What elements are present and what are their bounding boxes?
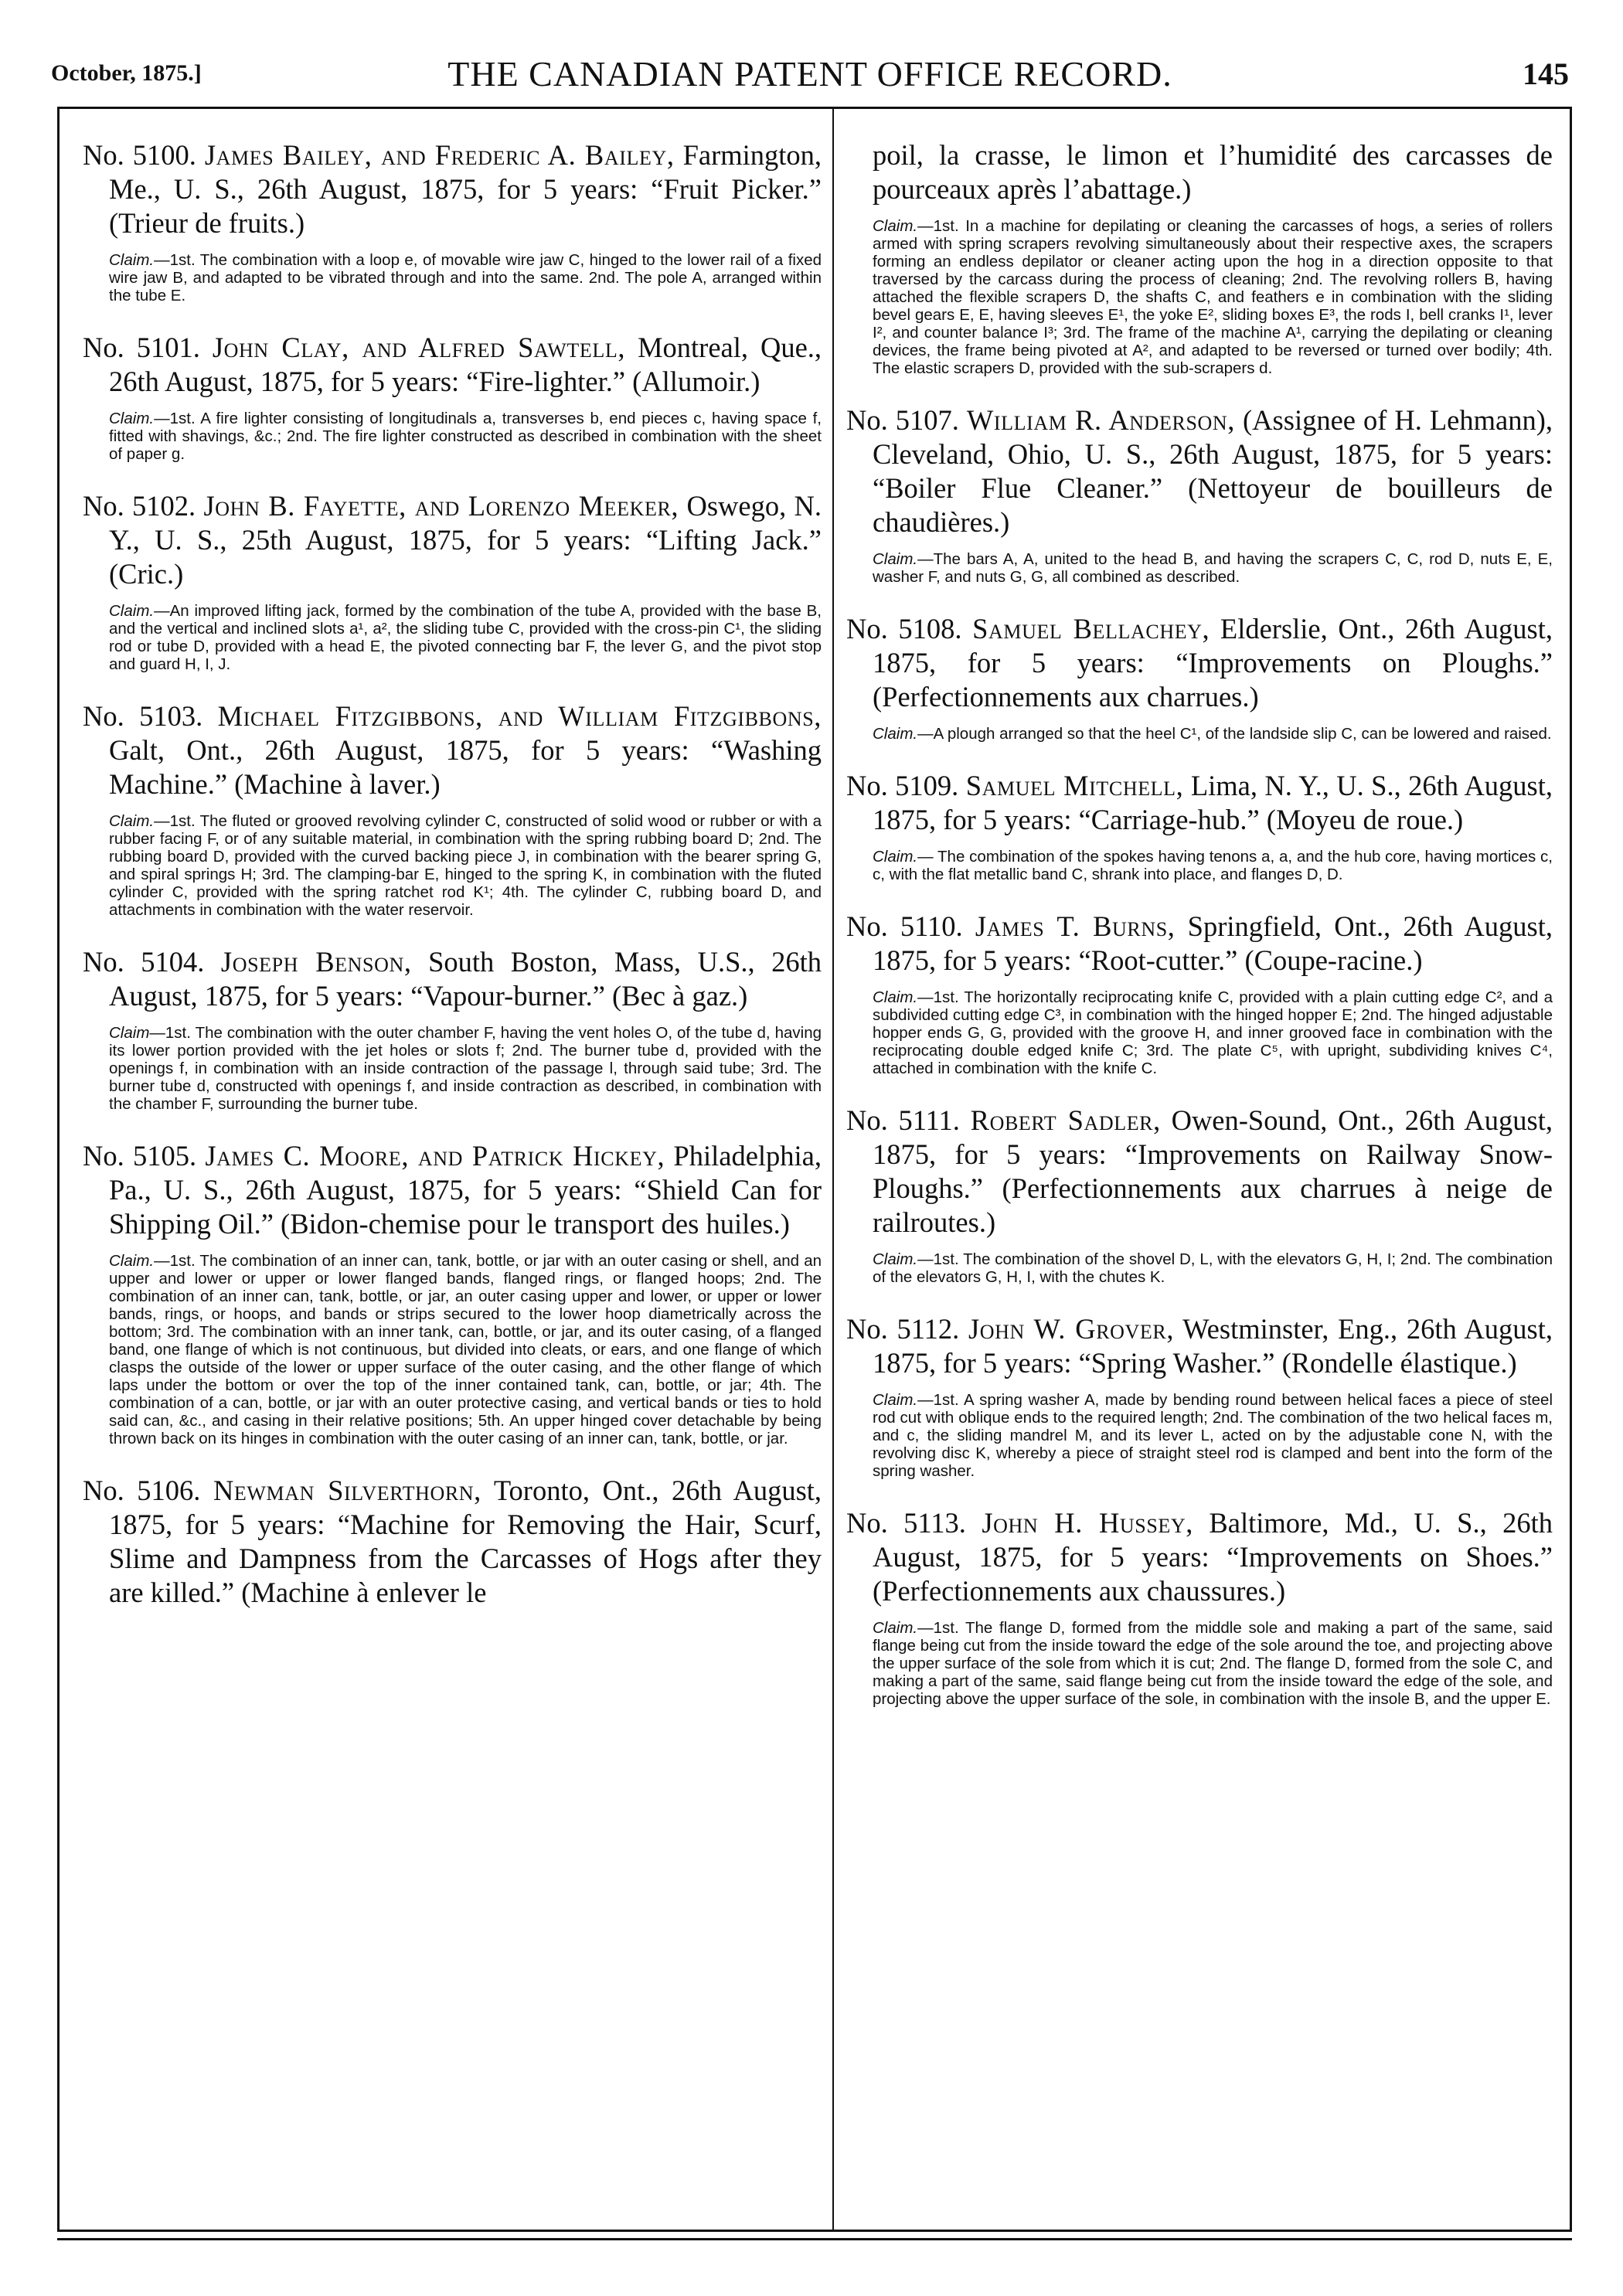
- entry-heading: [846, 138, 1553, 206]
- claim-text: [873, 217, 1553, 377]
- claim-label: Claim.: [109, 410, 155, 427]
- claim-text: [109, 812, 822, 919]
- claim-label: Claim.: [109, 1252, 155, 1270]
- claim-text: [873, 550, 1553, 586]
- entry-heading: [83, 699, 822, 801]
- entry-heading: [83, 1139, 822, 1241]
- patent-details: Westminster, Eng., 26th August, 1875, for 5 years: “Spring Washer.” (Rondelle élastique.): [873, 1313, 1553, 1379]
- claim-body: —1st. The combination with the outer chamber F, having the vent holes O, of the tube d, having its lower portion provided with the jet holes or slots f; 2nd. The burner tube d, provided with the openings f, in combination with an inside contraction of the passage l, through said tube; 3rd. The burner tube d, constructed with openings f, and inside contraction as described, in combination with the chamber F, surrounding the burner tube.: [109, 1024, 822, 1113]
- claim-text: [109, 410, 822, 463]
- patent-number: No. 5104.: [83, 946, 205, 978]
- patentee-names: James Bailey, and Frederic A. Bailey,: [204, 139, 675, 171]
- patent-entry: [846, 1312, 1553, 1480]
- patentee-names: Samuel Mitchell,: [965, 770, 1184, 801]
- patent-entry: [83, 331, 822, 463]
- patent-entry: [83, 945, 822, 1113]
- claim-label: Claim.: [873, 1391, 918, 1409]
- claim-body: —1st. The horizontally reciprocating knife C, provided with a plain cutting edge C², and a subdivided cutting edge C³, in combination with the hinged hopper E; 2nd. The hinged adjustable hopper ends G, G, provided with the groove H, and inner grooved face in combination with the reciprocating double edged knife C; 3rd. The plate C⁵, with upright, subdividing knives C⁴, attached in combination with the knife C.: [873, 988, 1553, 1077]
- claim-body: —1st. The combination with a loop e, of movable wire jaw C, hinged to the lower rail of a fixed wire jaw B, and adapted to be vibrated through and into the same. 2nd. The pole A, arranged within the tube E.: [109, 251, 822, 304]
- patent-details: Elderslie, Ont., 26th August, 1875, for 5 years: “Improvements on Ploughs.” (Perfectionnements aux charrues.): [873, 613, 1553, 713]
- left-column: [83, 138, 822, 2214]
- entry-heading: [846, 612, 1553, 714]
- patent-number: No. 5100.: [83, 139, 196, 171]
- patent-entry: [83, 138, 822, 304]
- patent-entry: [83, 1474, 822, 1610]
- claim-label: Claim: [109, 1024, 150, 1042]
- claim-body: — The combination of the spokes having tenons a, a, and the hub core, having mortices c, c, with the flat metallic band C, shrank into place, and flanges D, D.: [873, 848, 1553, 883]
- bottom-rule: [57, 2238, 1572, 2240]
- patentee-names: Michael Fitzgibbons, and William Fitzgibbons,: [217, 700, 822, 732]
- patentee-names: Samuel Bellachey,: [972, 613, 1210, 645]
- patent-entry: [83, 489, 822, 673]
- claim-body: —1st. A spring washer A, made by bending round between helical faces a piece of steel rod cut with oblique ends to the required length; 2nd. The combination of the two helical faces m, and c, the sliding mandrel M, and its lever L, acted on by the adjustable cone N, with the revolving disc K, whereby a piece of straight steel rod is clamped and bent into the form of the spring washer.: [873, 1391, 1553, 1480]
- claim-body: —An improved lifting jack, formed by the combination of the tube A, provided with the base B, and the vertical and inclined slots a¹, a², the sliding tube C, provided with the cross-pin C¹, the sliding rod or tube D, provided with a head E, the pivoted connecting bar F, the lever G, and the pivot stop and guard H, I, J.: [109, 602, 822, 673]
- right-column: [846, 138, 1553, 2214]
- entry-heading: [846, 1506, 1553, 1608]
- claim-label: Claim.: [873, 988, 918, 1006]
- patent-details: Lima, N. Y., U. S., 26th August, 1875, for 5 years: “Carriage-hub.” (Moyeu de roue.): [873, 770, 1553, 835]
- claim-body: —1st. The combination of the shovel D, L, with the elevators G, H, I; 2nd. The combination of the elevators G, H, I, with the chutes K.: [873, 1250, 1553, 1286]
- patent-details: Springfield, Ont., 26th August, 1875, for 5 years: “Root-cutter.” (Coupe-racine.): [873, 910, 1553, 976]
- patent-details: (Assignee of H. Lehmann), Cleveland, Ohio, U. S., 26th August, 1875, for 5 years: “Boiler Flue Cleaner.” (Nettoyeur de bouilleurs de chaudières.): [873, 404, 1553, 538]
- claim-label: Claim.: [109, 251, 155, 269]
- patentee-names: James T. Burns,: [975, 910, 1176, 942]
- entry-heading: [846, 1312, 1553, 1380]
- patent-entry: [846, 769, 1553, 883]
- patent-number: No. 5113.: [846, 1507, 966, 1539]
- entry-heading: [83, 138, 822, 240]
- patent-entry: [846, 403, 1553, 586]
- patent-number: No. 5109.: [846, 770, 959, 801]
- patent-number: No. 5106.: [83, 1475, 201, 1506]
- patent-entry: [846, 910, 1553, 1077]
- journal-title: THE CANADIAN PATENT OFFICE RECORD.: [447, 53, 1172, 94]
- patentee-names: John W. Grover,: [968, 1313, 1175, 1345]
- entry-heading: [846, 403, 1553, 539]
- page-frame: [57, 107, 1572, 2232]
- claim-body: —1st. The combination of an inner can, tank, bottle, or jar with an outer casing or shell, and an upper and lower or upper or lower flanged bands, flanged rings, or flanged hoops; 2nd. The combination of an inner can, tank, bottle, or jar, an outer casing upper and lower, or upper or lower bands, rings, or hoops, and bands or strips secured to the lower hoop diametrically across the bottom; 3rd. The combination with an inner tank, can, bottle, or jar, and its outer casing, of a flanged band, one flange of which is not continuous, but divided into cleats, or ears, and one flange of which clasps the outside of the lower or upper surface of the outer casing, and the other flange of which laps under the bottom or over the top of the inner contained tank, can, bottle, or jar; 4th. The combination of a can, bottle, or jar with an outer protective casing, and vertical bands or ties to hold said can, &c., and casing in their relative positions; 5th. An upper hinged cover detachable by being thrown back on its hinges in combination with the outer casing of an inner can, tank, bottle, or jar.: [109, 1252, 822, 1447]
- claim-body: —1st. A fire lighter consisting of longitudinals a, transverses b, end pieces c, having space f, fitted with shavings, &c.; 2nd. The fire lighter constructed as described in combination with the sheet of paper g.: [109, 410, 822, 463]
- patent-entry: [83, 1139, 822, 1447]
- claim-text: [109, 251, 822, 304]
- patentee-names: John B. Fayette, and Lorenzo Meeker,: [203, 490, 679, 522]
- patentee-names: William R. Anderson,: [966, 404, 1236, 436]
- patent-details: South Boston, Mass, U.S., 26th August, 1875, for 5 years: “Vapour-burner.” (Bec à gaz.): [109, 946, 822, 1012]
- claim-label: Claim.: [873, 217, 918, 235]
- patent-details: Owen-Sound, Ont., 26th August, 1875, for 5 years: “Improvements on Railway Snow-Ploughs.” (Perfectionnements aux charrues à neige de railroutes.): [873, 1104, 1553, 1238]
- patent-details: Philadelphia, Pa., U. S., 26th August, 1875, for 5 years: “Shield Can for Shipping Oil.” (Bidon-chemise pour le transport des huiles.): [109, 1140, 822, 1240]
- patent-details: Oswego, N. Y., U. S., 25th August, 1875, for 5 years: “Lifting Jack.” (Cric.): [109, 490, 822, 590]
- patent-number: No. 5107.: [846, 404, 959, 436]
- patent-number: No. 5110.: [846, 910, 963, 942]
- claim-text: [109, 602, 822, 673]
- claim-label: Claim.: [873, 725, 918, 743]
- claim-text: [873, 1391, 1553, 1480]
- patent-details: poil, la crasse, le limon et l’humidité des carcasses de pourceaux après l’abattage.): [873, 139, 1553, 205]
- page-number: 145: [1523, 56, 1569, 91]
- patentee-names: John Clay, and Alfred Sawtell,: [212, 332, 626, 363]
- entry-heading: [83, 331, 822, 399]
- claim-text: [109, 1024, 822, 1113]
- claim-label: Claim.: [873, 848, 918, 866]
- running-head: [51, 48, 1569, 99]
- patent-number: No. 5111.: [846, 1104, 960, 1136]
- claim-text: [873, 1619, 1553, 1708]
- entry-heading: [83, 945, 822, 1013]
- entry-heading: [846, 769, 1553, 837]
- patent-details: Farmington, Me., U. S., 26th August, 1875, for 5 years: “Fruit Picker.” (Trieur de fruits.): [109, 139, 822, 239]
- patent-entry: [846, 612, 1553, 743]
- claim-label: Claim.: [873, 550, 918, 568]
- patent-number: No. 5108.: [846, 613, 962, 645]
- claim-label: Claim.: [109, 812, 155, 830]
- patent-details: Baltimore, Md., U. S., 26th August, 1875, for 5 years: “Improvements on Shoes.” (Perfectionnements aux chaussures.): [873, 1507, 1553, 1607]
- claim-body: —1st. In a machine for depilating or cleaning the carcasses of hogs, a series of rollers armed with spring scrapers revolving simultaneously about their respective axes, the scrapers forming an endless depilator or cleaner acting upon the hog in a direction opposite to that traversed by the carcass during the process of cleaning; 2nd. The revolving rollers B, having attached the flexible scrapers D, the shafts C, and feathers e in combination with the sliding bevel gears E, E, having sleeves E¹, the yoke E², sliding boxes E³, the rods I, bell cranks I¹, lever I², and counter balance I³; 3rd. The frame of the machine A¹, carrying the depilating or cleaning devices, the frame being pivoted at A², and adapted to be reversed or turned over bodily; 4th. The elastic scrapers D, provided with the sub-scrapers d.: [873, 217, 1553, 377]
- patentee-names: Joseph Benson,: [220, 946, 412, 978]
- claim-label: Claim.: [109, 602, 155, 620]
- claim-body: —The bars A, A, united to the head B, and having the scrapers C, C, rod D, nuts E, E, washer F, and nuts G, G, all combined as described.: [873, 550, 1553, 586]
- patent-number: No. 5112.: [846, 1313, 960, 1345]
- patent-number: No. 5105.: [83, 1140, 197, 1172]
- claim-body: —1st. The fluted or grooved revolving cylinder C, constructed of solid wood or rubber or with a rubber facing F, or of any suitable material, in combination with the spring rubbing board D; 2nd. The rubbing board D, provided with the curved backing piece J, in combination with the bearer spring G, and spiral springs H; 3rd. The clamping-bar E, hinged to the spring K, in combination with the fluted cylinder C, provided with the spring ratchet rod K¹; 4th. The cylinder C, rubbing board D, and attachments in combination with the water reservoir.: [109, 812, 822, 919]
- claim-body: —A plough arranged so that the heel C¹, of the landside slip C, can be lowered and raised.: [917, 725, 1552, 743]
- claim-label: Claim.: [873, 1250, 918, 1268]
- patent-number: No. 5102.: [83, 490, 196, 522]
- patent-entry: [846, 138, 1553, 377]
- claim-text: [109, 1252, 822, 1447]
- entry-heading: [846, 1104, 1553, 1240]
- patent-details: Galt, Ont., 26th August, 1875, for 5 years: “Washing Machine.” (Machine à laver.): [109, 734, 822, 800]
- claim-label: Claim.: [873, 1619, 918, 1637]
- patent-entry: [83, 699, 822, 919]
- claim-text: [873, 725, 1553, 743]
- patent-entry: [846, 1506, 1553, 1708]
- entry-heading: [846, 910, 1553, 978]
- patent-entry: [846, 1104, 1553, 1286]
- patent-details: Montreal, Que., 26th August, 1875, for 5 years: “Fire-lighter.” (Allumoir.): [109, 332, 822, 397]
- patentee-names: John H. Hussey,: [982, 1507, 1193, 1539]
- claim-text: [873, 848, 1553, 883]
- issue-date: October, 1875.]: [51, 60, 202, 86]
- claim-text: [873, 988, 1553, 1077]
- claim-body: —1st. The flange D, formed from the middle sole and making a part of the same, said flange being cut from the inside toward the edge of the sole around the toe, and projecting above the upper surface of the sole from which it is cut; 2nd. The flange D, formed from the sole C, and making a part of the same, said flange being cut from the inside toward the edge of the sole, and projecting above the upper surface of the sole, in combination with the insole B, and the upper E.: [873, 1619, 1553, 1708]
- entry-heading: [83, 1474, 822, 1610]
- patentee-names: Newman Silverthorn,: [213, 1475, 481, 1506]
- claim-text: [873, 1250, 1553, 1286]
- patent-number: No. 5103.: [83, 700, 203, 732]
- patent-number: No. 5101.: [83, 332, 200, 363]
- column-divider: [832, 109, 834, 2230]
- patentee-names: Robert Sadler,: [970, 1104, 1161, 1136]
- patentee-names: James C. Moore, and Patrick Hickey,: [205, 1140, 665, 1172]
- patent-details: Toronto, Ont., 26th August, 1875, for 5 years: “Machine for Removing the Hair, Scurf, Slime and Dampness from the Carcasses of Hogs after they are killed.” (Machine à enlever le: [109, 1475, 822, 1608]
- entry-heading: [83, 489, 822, 591]
